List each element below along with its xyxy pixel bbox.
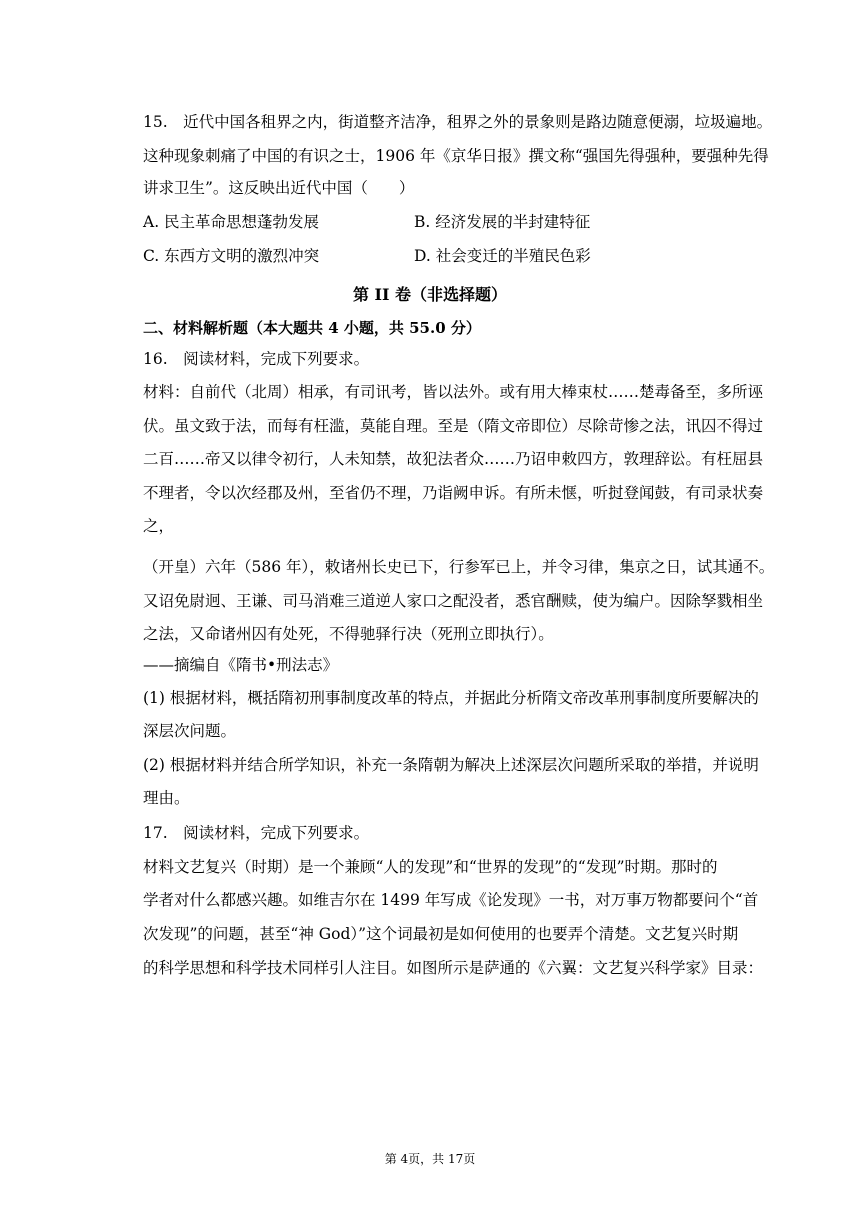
section-title: 二、材料解析题（本大题共 4 小题，共 55.0 分） bbox=[143, 319, 481, 337]
q16-subq-1-line-1: (1) 根据材料，概括隋初刑事制度改革的特点，并据此分析隋文帝改革刑事制度所要解决的 bbox=[143, 689, 759, 707]
q16-line-1: 16. 阅读材料，完成下列要求。 bbox=[143, 350, 370, 368]
q16-line-3: 伏。虽文致于法，而每有枉滥，莫能自理。至是（隋文帝即位）尽除苛惨之法，讯囚不得过 bbox=[143, 417, 764, 435]
q17-line-4: 次发现”的问题，甚至“神 God）”这个词最初是如何使用的也要弄个清楚。文艺复兴时期 bbox=[143, 925, 739, 943]
q15-option-c: C. 东西方文明的激烈冲突 bbox=[143, 247, 320, 265]
q15-line-3: 讲求卫生”。这反映出近代中国（ ） bbox=[143, 179, 415, 197]
q15-line-1: 15. 近代中国各租界之内，街道整齐洁净，租界之外的景象则是路边随意便溺，垃圾遍地。 bbox=[143, 113, 773, 131]
q16-line-2: 材料：自前代（北周）相承，有司讯考，皆以法外。或有用大棒束杖……楚毒备至，多所诬 bbox=[143, 383, 764, 401]
q15-option-b: B. 经济发展的半封建特征 bbox=[414, 213, 591, 231]
q16-line-9: 之法，又命诸州囚有处死，不得驰驿行决（死刑立即执行）。 bbox=[143, 625, 554, 643]
q16-line-4: 二百……帝又以律令初行，人未知禁，故犯法者众……乃诏申敕四方，敦理辞讼。有枉屈县 bbox=[143, 450, 764, 468]
q16-line-7: （开皇）六年（586 年），敕诸州长史已下，行参军已上，并令习律，集京之日，试其通不。 bbox=[143, 558, 775, 576]
q15-option-d: D. 社会变迁的半殖民色彩 bbox=[414, 247, 591, 265]
q16-line-8: 又诏免尉迥、王谦、司马消难三道逆人家口之配没者，悉官酬赎，使为编户。因除孥戮相坐 bbox=[143, 592, 764, 610]
q17-line-1: 17. 阅读材料，完成下列要求。 bbox=[143, 824, 370, 842]
q15-line-2: 这种现象刺痛了中国的有识之士，1906 年《京华日报》撰文称“强国先得强种，要强种先得 bbox=[143, 147, 769, 165]
q16-subq-2-line-2: 理由。 bbox=[143, 789, 190, 807]
q16-subq-1-line-2: 深层次问题。 bbox=[143, 722, 237, 740]
q16-line-5: 不理者，令以次经郡及州，至省仍不理，乃诣阙申诉。有所未惬，听挝登闻鼓，有司录状奏 bbox=[143, 484, 764, 502]
q16-source: ——摘编自《隋书•刑法志》 bbox=[143, 656, 339, 674]
page-footer: 第 4页，共 17页 bbox=[384, 1152, 476, 1166]
q15-option-a: A. 民主革命思想蓬勃发展 bbox=[143, 213, 320, 231]
q17-line-3: 学者对什么都感兴趣。如维吉尔在 1499 年写成《论发现》一书，对万事万物都要问个“首 bbox=[143, 891, 759, 909]
q17-line-2: 材料文艺复兴（时期）是一个兼顾“人的发现”和“世界的发现”的“发现”时期。那时的 bbox=[143, 858, 718, 876]
q17-line-5: 的科学思想和科学技术同样引人注目。如图所示是萨通的《六翼：文艺复兴科学家》目录： bbox=[143, 959, 764, 977]
q16-line-6: 之， bbox=[143, 517, 175, 535]
volume-title: 第 II 卷（非选择题） bbox=[352, 285, 508, 304]
q16-subq-2-line-1: (2) 根据材料并结合所学知识，补充一条隋朝为解决上述深层次问题所采取的举措，并说明 bbox=[143, 756, 759, 774]
